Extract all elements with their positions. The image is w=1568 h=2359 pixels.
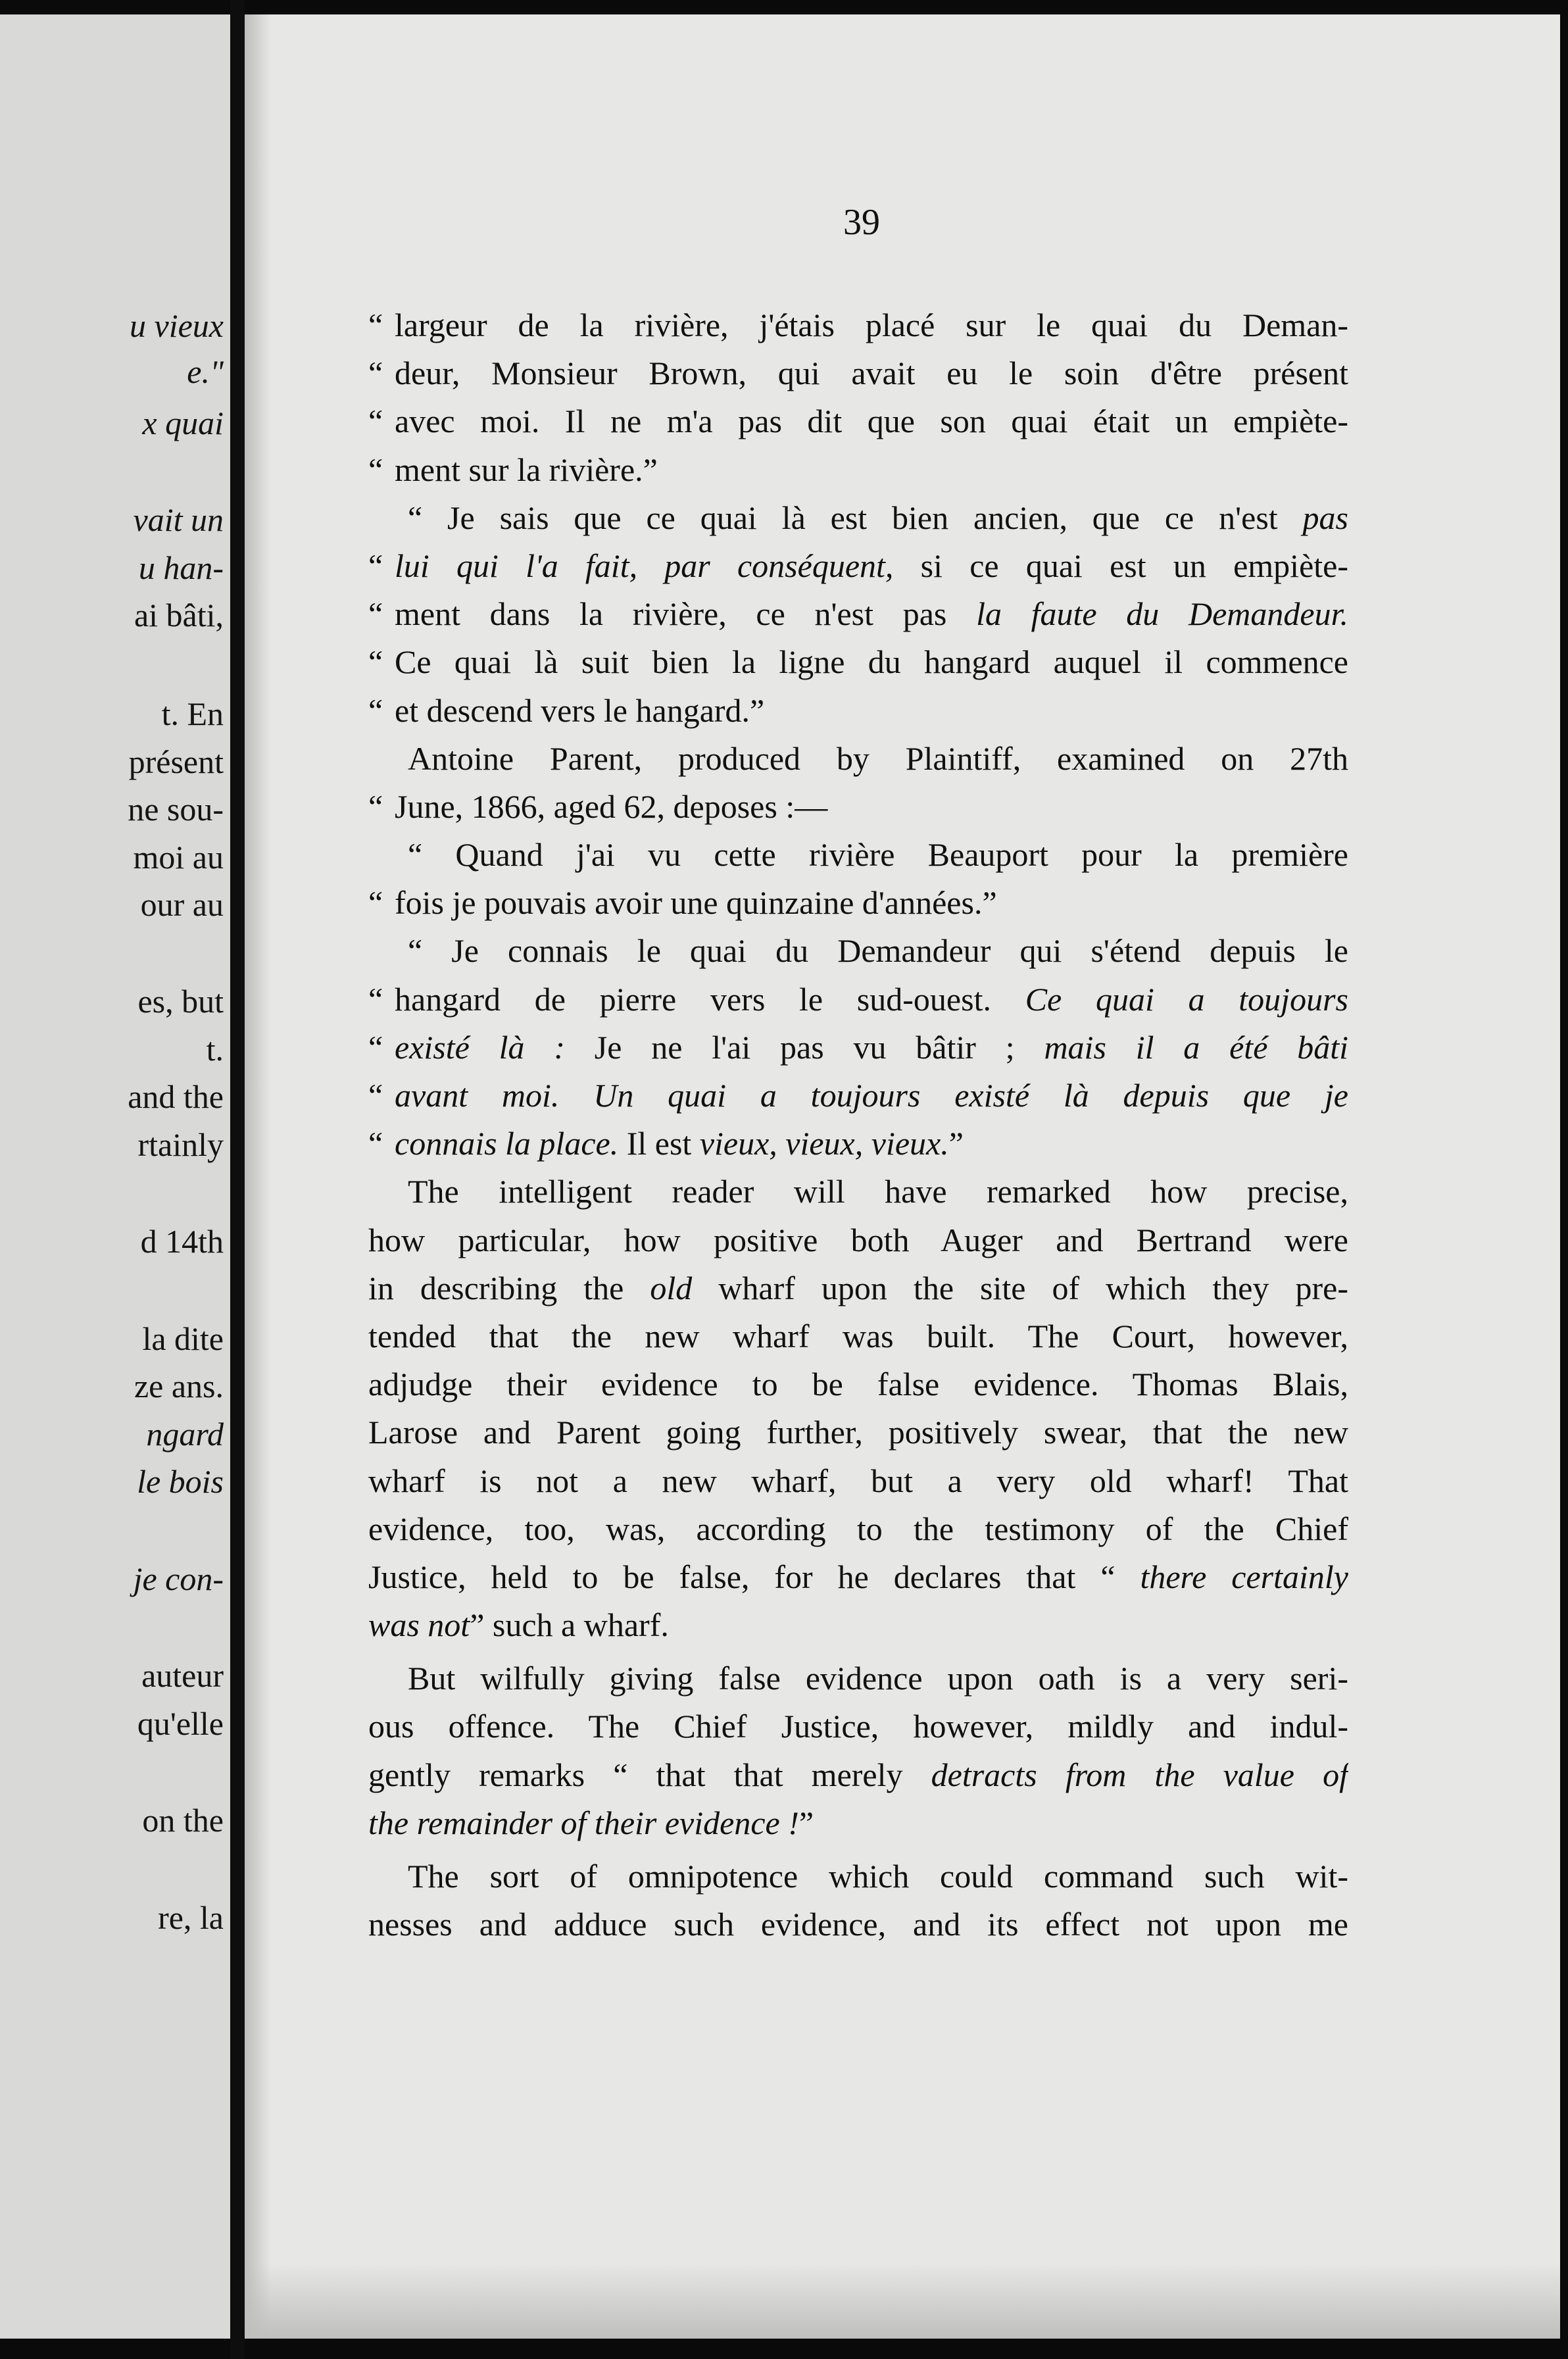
italic-text-segment: connais la place. [395,1125,619,1162]
italic-text-segment: old [650,1269,693,1306]
continuation-quote-mark: “ [368,355,383,392]
text-line [368,446,1348,494]
text-line [368,301,1348,349]
italic-text-segment: avant moi. Un quai a toujours existé là depuis que je [395,1077,1348,1114]
text-segment: avec moi. Il ne m'a pas dit que son quai était un empiète- [395,403,1348,440]
text-line [368,976,1348,1024]
text-segment: ment sur la rivière.” [395,451,658,488]
previous-page-line: t. [206,1031,224,1068]
previous-page-line: x quai [142,405,224,441]
book-gutter [230,0,245,2359]
text-segment: ” [798,1804,814,1841]
text-segment: But wilfully giving false evidence upon oath is a very seri- [408,1660,1348,1697]
text-segment: Justice, held to be false, for he declares that “ [368,1558,1140,1595]
text-line [368,1505,1348,1553]
text-segment: June, 1866, aged 62, deposes :— [395,787,828,825]
text-segment: in describing the [368,1269,650,1306]
text-segment: adjudge their evidence to be false evidence. Thomas Blais, [368,1366,1348,1403]
text-segment: wharf is not a new wharf, but a very old wharf! That [368,1462,1348,1499]
text-segment: “ Je connais le quai du Demandeur qui s'étend depuis le [408,932,1348,970]
text-line [368,783,1348,831]
text-line [368,1654,1348,1702]
previous-page-fragment [0,14,230,2339]
text-segment: deur, Monsieur Brown, qui avait eu le soin d'être présent [395,355,1348,392]
previous-page-line: t. En [161,695,224,732]
gutter-shadow [245,14,271,2339]
text-line [368,1900,1348,1949]
text-segment: tended that the new wharf was built. The Court, however, [368,1317,1348,1354]
text-line [368,1312,1348,1360]
text-line [368,1216,1348,1264]
italic-text-segment: lui qui l'a fait, par conséquent, [395,547,894,584]
page-bottom-shadow [245,2263,1560,2339]
text-line [368,590,1348,638]
text-line [368,1168,1348,1216]
text-line [368,927,1348,975]
page-number: 39 [843,202,880,243]
page-body-text [368,301,1348,1949]
text-line [368,1852,1348,1900]
italic-text-segment: mais il a été bâti [1044,1028,1348,1066]
previous-page-line: la dite [142,1320,224,1357]
previous-page-line: ze ans. [134,1368,224,1404]
italic-text-segment: vieux, vieux, vieux. [699,1125,949,1162]
text-segment: how particular, how positive both Auger and Bertrand were [368,1221,1348,1258]
text-segment: nesses and adduce such evidence, and its effect not upon me [368,1906,1348,1943]
text-segment: fois je pouvais avoir une quinzaine d'années.” [395,884,997,922]
text-line [368,1408,1348,1456]
text-segment: hangard de pierre vers le sud-ouest. [395,980,1025,1018]
continuation-quote-mark: “ [368,595,383,633]
text-segment: ” [948,1125,964,1162]
text-segment: The sort of omnipotence which could command such wit- [408,1858,1348,1895]
text-line [368,397,1348,445]
italic-text-segment: existé là : [395,1028,565,1066]
previous-page-line: présent [128,743,224,780]
previous-page-line: moi au [133,839,224,876]
italic-text-segment: detracts from the value of [931,1756,1348,1793]
text-segment: wharf upon the site of which they pre- [692,1269,1348,1306]
text-segment: gently remarks “ that that merely [368,1756,931,1793]
italic-text-segment: la faute du Demandeur. [976,595,1348,633]
previous-page-line: u vieux [130,307,224,344]
text-line [368,494,1348,542]
text-segment: ous offence. The Chief Justice, however, mildly and indul- [368,1708,1348,1745]
previous-page-line: le bois [137,1463,224,1500]
scan-border-right [1560,0,1568,2359]
previous-page-line: on the [142,1802,224,1839]
previous-page-line: and the [128,1078,224,1115]
continuation-quote-mark: “ [368,451,383,488]
text-line [368,1702,1348,1751]
text-line [368,1457,1348,1505]
continuation-quote-mark: “ [368,643,383,681]
continuation-quote-mark: “ [368,691,383,729]
text-segment: Ce quai là suit bien la ligne du hangard auquel il commence [395,643,1348,681]
previous-page-line: es, but [137,983,224,1020]
text-segment: largeur de la rivière, j'étais placé sur le quai du Deman- [395,307,1348,343]
text-line [368,542,1348,590]
previous-page-line: ngard [146,1416,224,1453]
text-segment: The intelligent reader will have remarked how precise, [408,1173,1348,1210]
text-segment: ment dans la rivière, ce n'est pas [395,595,977,633]
text-segment: Larose and Parent going further, positively swear, that the new [368,1414,1348,1451]
previous-page-line: re, la [158,1899,224,1936]
text-line [368,1751,1348,1799]
text-line [368,687,1348,735]
italic-text-segment: pas [1302,499,1348,536]
text-line [368,831,1348,879]
text-segment: Antoine Parent, produced by Plaintiff, examined on 27th [408,739,1348,777]
text-line [368,1360,1348,1408]
text-segment: ” such a wharf. [470,1606,669,1644]
previous-page-line: auteur [141,1657,224,1694]
previous-page-line: je con- [133,1560,224,1597]
italic-text-segment: there certainly [1140,1558,1348,1595]
text-line [368,349,1348,397]
text-segment: Je ne l'ai pas vu bâtir ; [564,1028,1044,1066]
continuation-quote-mark: “ [368,403,383,440]
continuation-quote-mark: “ [368,884,383,922]
continuation-quote-mark: “ [368,1125,383,1162]
text-segment: et descend vers le hangard.” [395,691,765,729]
previous-page-line: rtainly [137,1126,224,1163]
continuation-quote-mark: “ [368,980,383,1018]
text-segment: “ Quand j'ai vu cette rivière Beauport pour la première [408,836,1348,874]
italic-text-segment: Ce quai a toujours [1025,980,1348,1018]
italic-text-segment: the remainder of their evidence ! [368,1804,799,1841]
text-line [368,1799,1348,1847]
continuation-quote-mark: “ [368,547,383,584]
text-segment: si ce quai est un empiète- [893,547,1348,584]
text-line [368,638,1348,686]
previous-page-line: vait un [133,501,224,538]
text-line [368,1072,1348,1120]
text-line [368,879,1348,927]
text-segment: Il est [618,1125,700,1162]
text-line [368,1553,1348,1601]
text-segment: “ Je sais que ce quai là est bien ancien, que ce n'est [408,499,1303,536]
previous-page-line: qu'elle [137,1705,224,1742]
continuation-quote-mark: “ [368,787,383,825]
previous-page-line: e." [187,353,224,390]
text-line [368,735,1348,783]
continuation-quote-mark: “ [368,307,383,343]
text-segment: evidence, too, was, according to the testimony of the Chief [368,1510,1348,1547]
previous-page-line: our au [140,886,224,923]
previous-page-line: ne sou- [128,791,224,828]
previous-page-line: u han- [138,549,224,586]
previous-page-line: ai bâti, [134,597,224,633]
previous-page-line: d 14th [140,1223,224,1260]
continuation-quote-mark: “ [368,1028,383,1066]
text-line [368,1264,1348,1312]
italic-text-segment: was not [368,1606,470,1644]
text-line [368,1120,1348,1168]
text-line [368,1024,1348,1072]
continuation-quote-mark: “ [368,1077,383,1114]
text-line [368,1601,1348,1649]
